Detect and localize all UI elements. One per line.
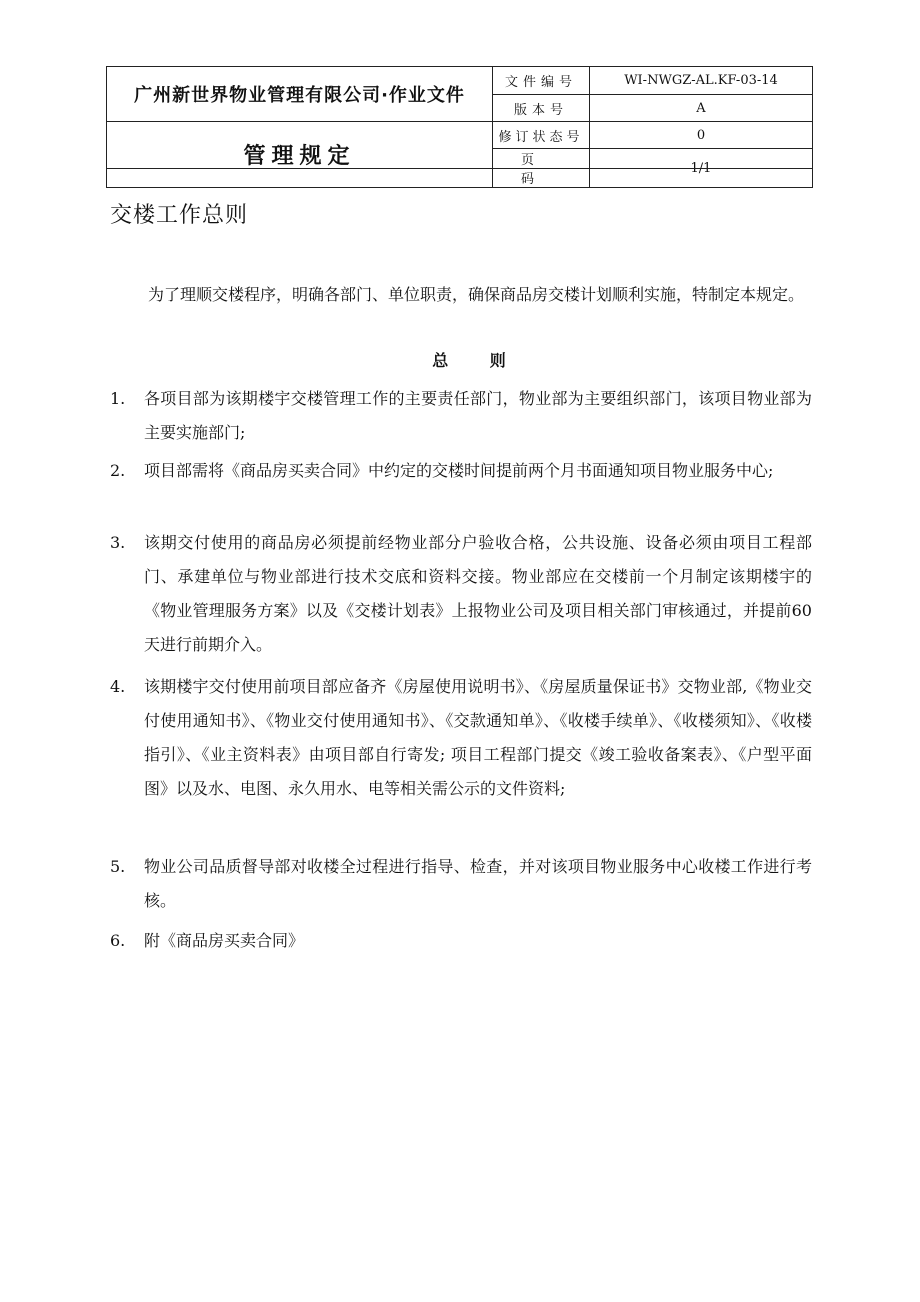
doc-number-label: 文件编号: [493, 67, 590, 95]
intro-paragraph: 为了理顺交楼程序，明确各部门、单位职责，确保商品房交楼计划顺利实施，特制定本规定。: [148, 285, 805, 304]
revision-value: 0: [590, 122, 813, 149]
revision-label: 修订状态号: [493, 122, 590, 149]
company-name: 广州新世界物业管理有限公司·作业文件: [107, 67, 493, 122]
document-header-table: [106, 66, 813, 188]
list-item-text: 项目部需将《商品房买卖合同》中约定的交楼时间提前两个月书面通知项目物业服务中心;: [144, 461, 774, 480]
list-item-number: 6.: [110, 931, 126, 950]
list-item: [110, 382, 812, 450]
list-item-text: 物业公司品质督导部对收楼全过程进行指导、检查，并对该项目物业服务中心收楼工作进行考核。: [144, 857, 812, 910]
version-value: A: [590, 95, 813, 122]
doc-type: 管理规定: [107, 122, 493, 188]
list-item-text: 各项目部为该期楼宇交楼管理工作的主要责任部门，物业部为主要组织部门，该项目物业部为主要实施部门;: [144, 389, 812, 442]
page-value: 1/1: [590, 149, 813, 188]
list-item: [110, 670, 812, 806]
list-item-text: 该期交付使用的商品房必须提前经物业部分户验收合格，公共设施、设备必须由项目工程部门、承建单位与物业部进行技术交底和资料交接。物业部应在交楼前一个月制定该期楼宇的《物业管理服务方案》以及《交楼计划表》上报物业公司及项目相关部门审核通过，并提前60天进行前期介入。: [144, 533, 812, 654]
section-heading: 总 则: [432, 351, 524, 370]
list-item-number: 4.: [110, 677, 126, 696]
list-item-number: 2.: [110, 461, 126, 480]
list-item-text: 附《商品房买卖合同》: [144, 931, 305, 950]
doc-number-value: WI-NWGZ-AL.KF-03-14: [590, 67, 813, 95]
header-divider: [106, 168, 812, 169]
list-item-number: 5.: [110, 857, 126, 876]
list-item: [110, 924, 812, 958]
list-item: [110, 850, 812, 918]
list-item: [110, 526, 812, 662]
version-label: 版本号: [493, 95, 590, 122]
list-item-number: 1.: [110, 389, 126, 408]
list-item-number: 3.: [110, 533, 126, 552]
document-title: 交楼工作总则: [110, 203, 249, 228]
list-item: [110, 454, 812, 488]
page-label: 页码: [493, 149, 590, 188]
list-item-text: 该期楼宇交付使用前项目部应备齐《房屋使用说明书》、《房屋质量保证书》交物业部,《物业交付使用通知书》、《物业交付使用通知书》、《交款通知单》、《收楼手续单》、《收楼须知》、《收楼指引》、《业主资料表》由项目部自行寄发; 项目工程部门提交《竣工验收备案表》、《户型平面图》以及水、电图、永久用水、电等相关需公示的文件资料;: [144, 677, 812, 798]
